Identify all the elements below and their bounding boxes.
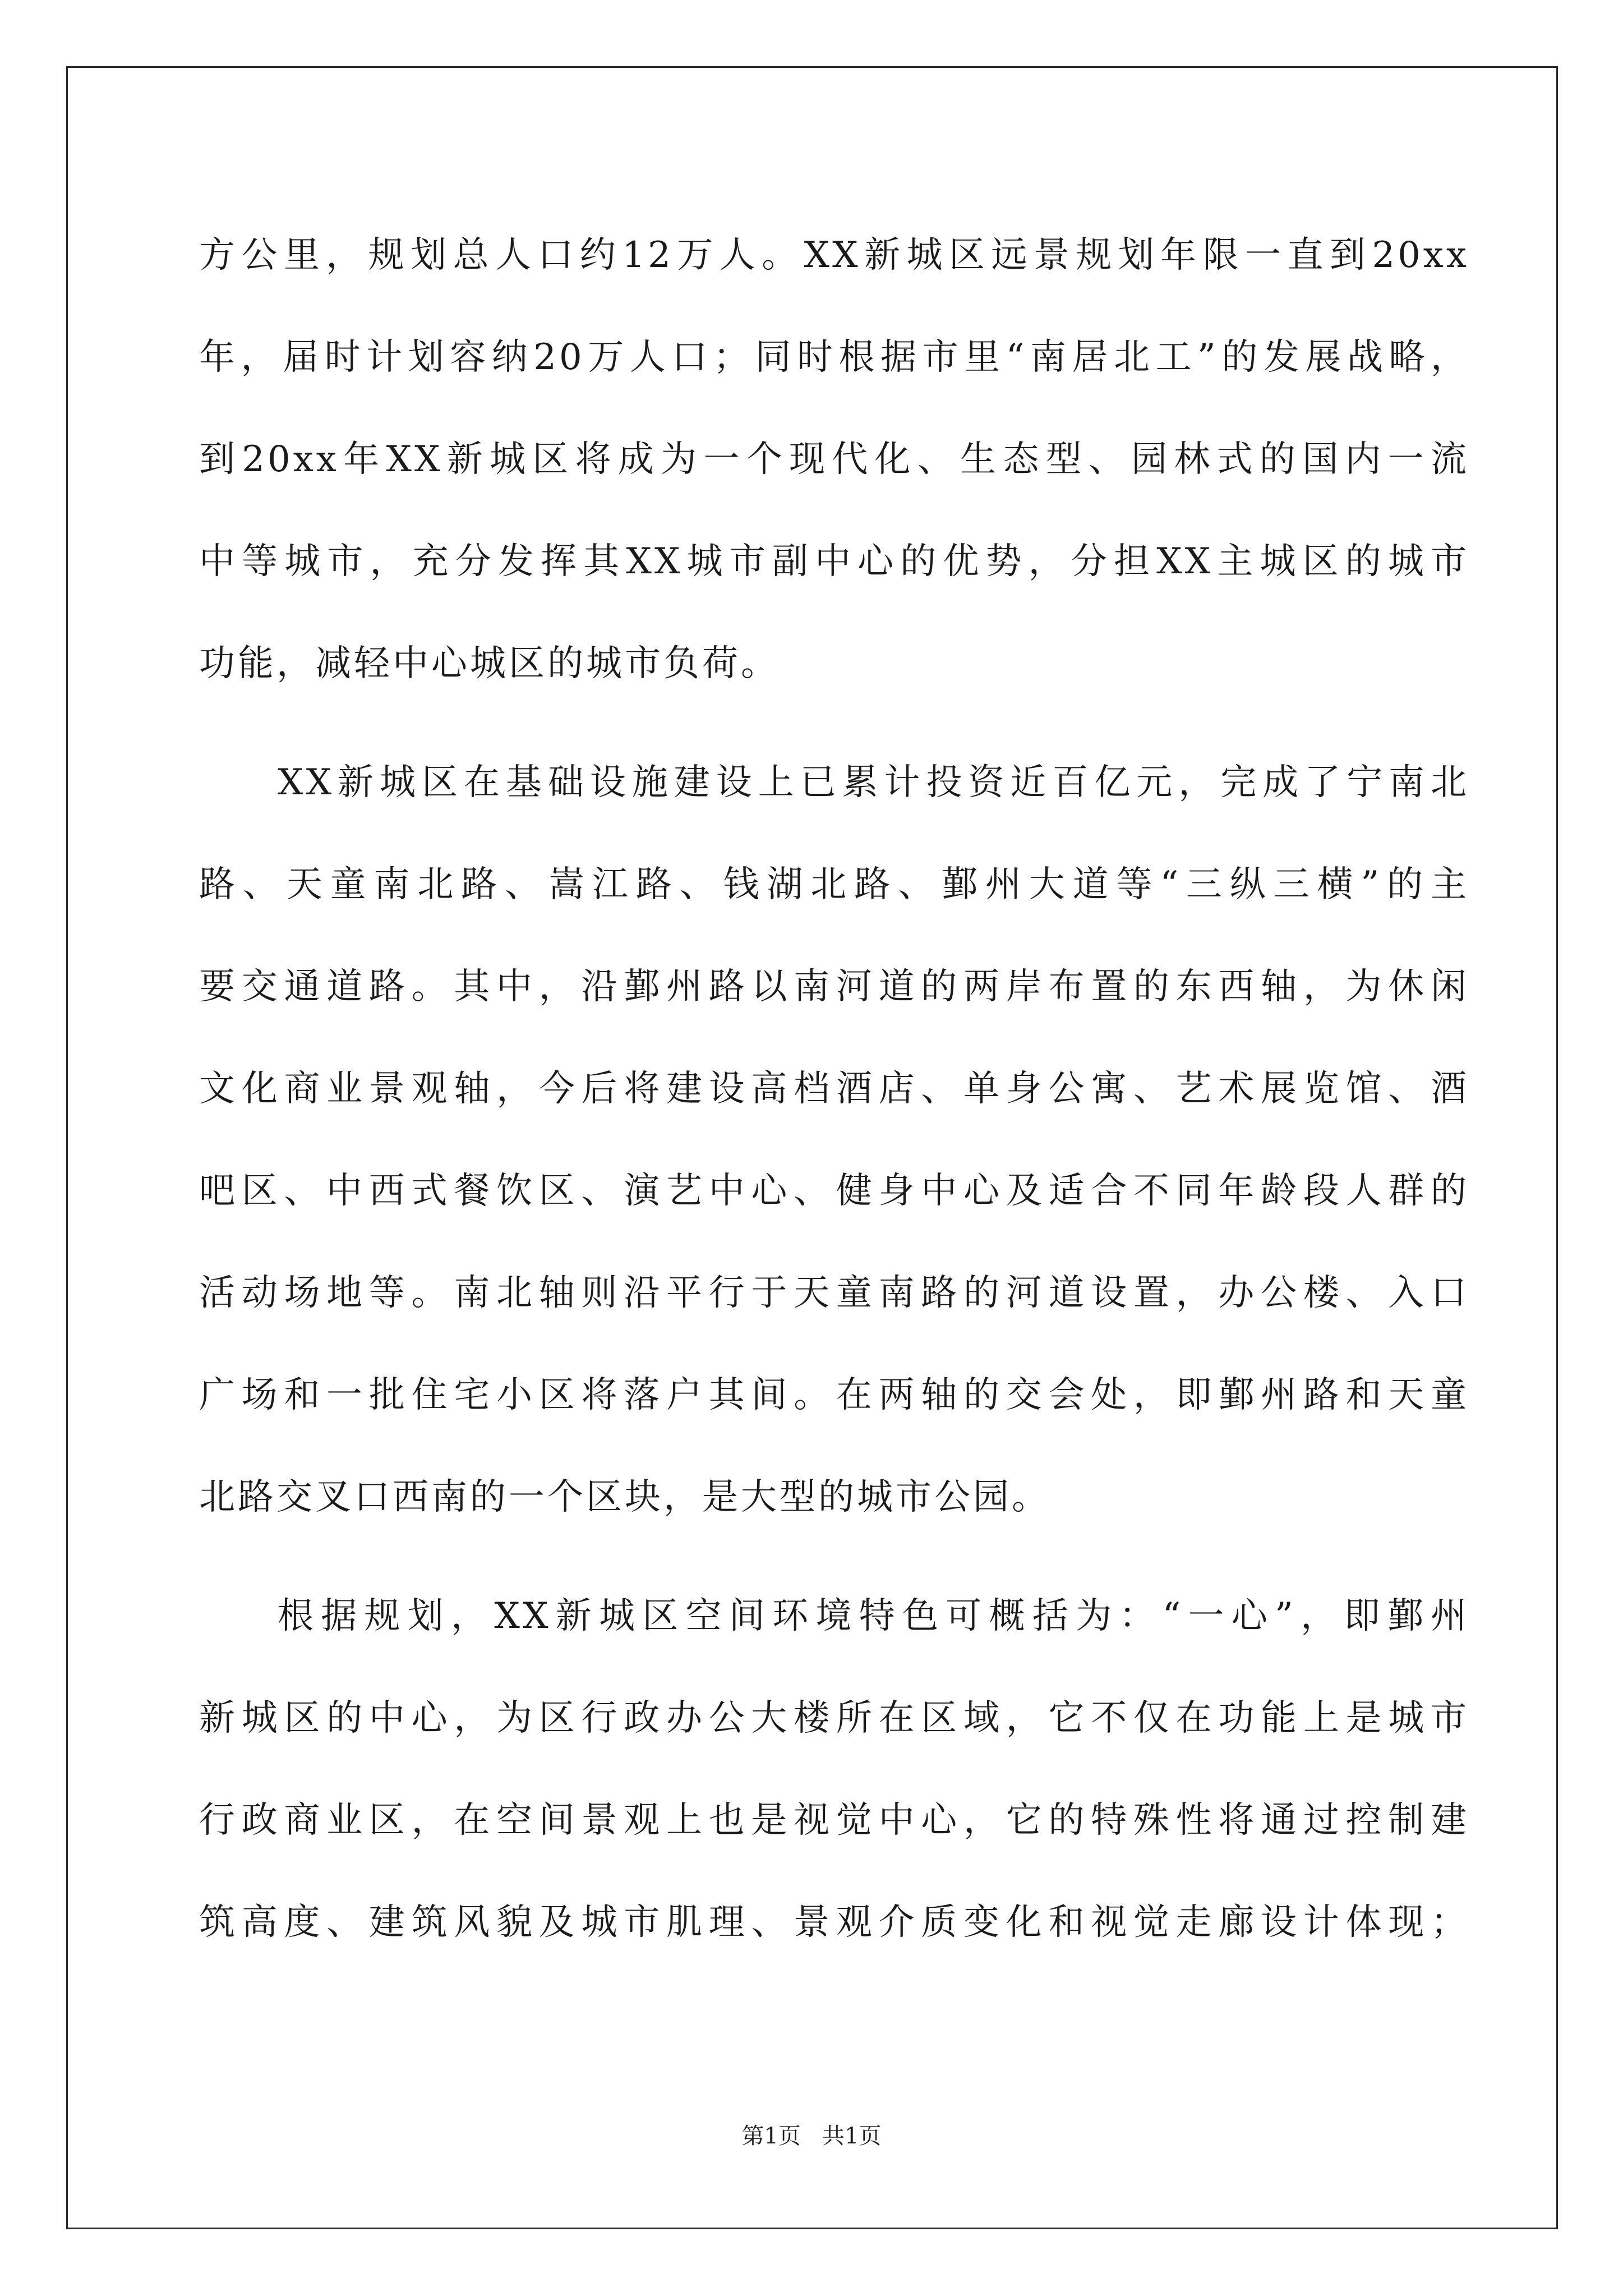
text-line: 要交通道路。其中，沿鄞州路以南河道的两岸布置的东西轴，为休闲 <box>199 966 1469 1007</box>
text-line: 到20xx年XX新城区将成为一个现代化、生态型、园林式的国内一流 <box>199 439 1469 480</box>
text-line: 功能，减轻中心城区的城市负荷。 <box>199 643 780 684</box>
text-line: 吧区、中西式餐饮区、演艺中心、健身中心及适合不同年龄段人群的 <box>199 1170 1469 1212</box>
text-line: 文化商业景观轴，今后将建设高档酒店、单身公寓、艺术展览馆、酒 <box>199 1068 1469 1110</box>
text-line: 活动场地等。南北轴则沿平行于天童南路的河道设置，办公楼、入口 <box>199 1272 1469 1314</box>
text-line: 年，届时计划容纳20万人口；同时根据市里“南居北工”的发展战略， <box>199 337 1469 378</box>
page-number-footer: 第1页 共1页 <box>741 2123 882 2149</box>
text-line: 新城区的中心，为区行政办公大楼所在区域，它不仅在功能上是城市 <box>199 1697 1469 1739</box>
text-line: 筑高度、建筑风貌及城市肌理、景观介质变化和视觉走廊设计体现； <box>199 1902 1469 1943</box>
text-line: 北路交叉口西南的一个区块，是大型的城市公园。 <box>199 1476 1050 1518</box>
text-line: 方公里，规划总人口约12万人。XX新城区远景规划年限一直到20xx <box>199 234 1469 276</box>
text-line: 中等城市，充分发挥其XX城市副中心的优势，分担XX主城区的城市 <box>199 541 1469 582</box>
document-body <box>199 216 1469 1985</box>
text-line: 广场和一批住宅小区将落户其间。在两轴的交会处，即鄞州路和天童 <box>199 1374 1469 1416</box>
text-line: 路、天童南北路、嵩江路、钱湖北路、鄞州大道等“三纵三横”的主 <box>199 864 1469 905</box>
text-line: 行政商业区，在空间景观上也是视觉中心，它的特殊性将通过控制建 <box>199 1800 1469 1841</box>
text-line: 根据规划，XX新城区空间环境特色可概括为：“一心”，即鄞州 <box>278 1595 1469 1637</box>
text-line: XX新城区在基础设施建设上已累计投资近百亿元，完成了宁南北 <box>278 762 1469 803</box>
